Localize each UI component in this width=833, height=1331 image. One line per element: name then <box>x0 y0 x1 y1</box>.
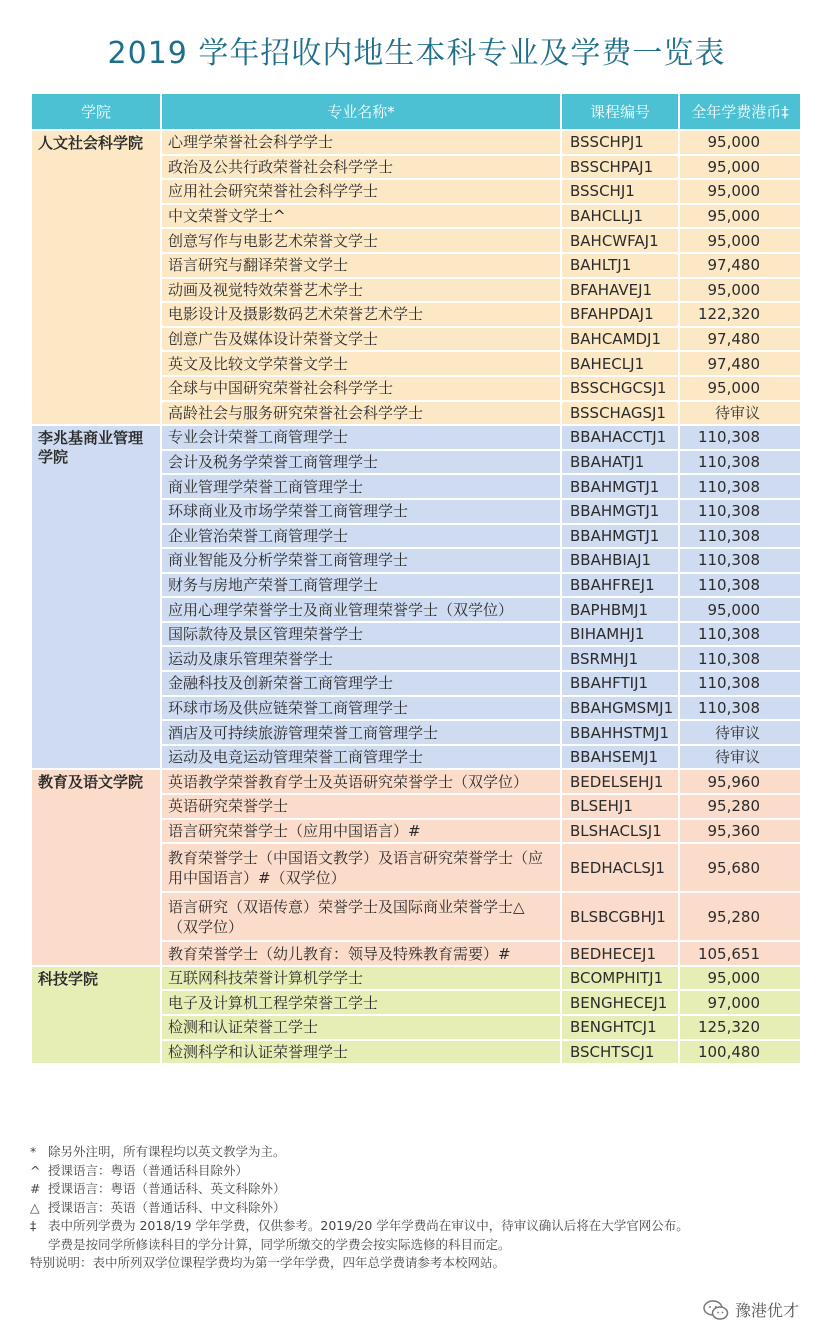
programme-name-cell: 会计及税务学荣誉工商管理学士 <box>161 450 561 475</box>
annual-fee-cell: 95,680 <box>679 843 801 892</box>
annual-fee-cell: 95,000 <box>679 179 801 204</box>
faculty-cell: 李兆基商业管理学院 <box>31 425 161 769</box>
programme-code-cell: BSCHTSCJ1 <box>561 1040 679 1065</box>
programme-code-cell: BBAHSEMJ1 <box>561 745 679 770</box>
programme-code-cell: BBAHACCTJ1 <box>561 425 679 450</box>
programme-code-cell: BBAHATJ1 <box>561 450 679 475</box>
programme-name-cell: 金融科技及创新荣誉工商管理学士 <box>161 671 561 696</box>
annual-fee-cell: 待审议 <box>679 745 801 770</box>
programme-code-cell: BCOMPHITJ1 <box>561 966 679 991</box>
programme-code-cell: BENGHECEJ1 <box>561 990 679 1015</box>
annual-fee-cell: 95,000 <box>679 966 801 991</box>
footnote-line <box>30 1254 820 1273</box>
annual-fee-cell: 110,308 <box>679 696 801 721</box>
table-header-row <box>31 93 801 130</box>
footnote-line <box>30 1162 820 1181</box>
programme-code-cell: BEDHECEJ1 <box>561 941 679 966</box>
footnote-symbol: # <box>30 1181 41 1196</box>
programme-name-cell: 教育荣誉学士（中国语文教学）及语言研究荣誉学士（应用中国语言）#（双学位） <box>161 843 561 892</box>
programme-code-cell: BSSCHJ1 <box>561 179 679 204</box>
footnote-line <box>30 1180 820 1199</box>
programme-name-cell: 商业管理学荣誉工商管理学士 <box>161 474 561 499</box>
programme-name-cell: 应用社会研究荣誉社会科学学士 <box>161 179 561 204</box>
footnote-line <box>30 1199 820 1218</box>
annual-fee-cell: 110,308 <box>679 548 801 573</box>
programme-name-cell: 互联网科技荣誉计算机学学士 <box>161 966 561 991</box>
footnote-symbol: ‡ <box>30 1218 37 1233</box>
footnote-text: 除另外注明，所有课程均以英文教学为主。 <box>48 1144 286 1159</box>
table-row <box>31 769 801 794</box>
programme-fee-table <box>30 92 802 1065</box>
programme-code-cell: BBAHHSTMJ1 <box>561 720 679 745</box>
annual-fee-cell: 97,480 <box>679 327 801 352</box>
footnote-text: 授课语言：英语（普通话科、中文科除外） <box>48 1199 286 1215</box>
annual-fee-cell: 95,280 <box>679 892 801 941</box>
programme-code-cell: BENGHTCJ1 <box>561 1015 679 1040</box>
programme-name-cell: 英语教学荣誉教育学士及英语研究荣誉学士（双学位） <box>161 769 561 794</box>
annual-fee-cell: 122,320 <box>679 302 801 327</box>
programme-code-cell: BAHECLJ1 <box>561 351 679 376</box>
programme-name-cell: 财务与房地产荣誉工商管理学士 <box>161 573 561 598</box>
watermark <box>703 1298 799 1321</box>
annual-fee-cell: 97,480 <box>679 253 801 278</box>
footnote-line <box>30 1236 820 1255</box>
programme-code-cell: BSSCHPAJ1 <box>561 155 679 180</box>
programme-name-cell: 英语研究荣誉学士 <box>161 794 561 819</box>
annual-fee-cell: 110,308 <box>679 499 801 524</box>
footnote-symbol: ^ <box>30 1162 41 1178</box>
annual-fee-cell: 97,000 <box>679 990 801 1015</box>
programme-code-cell: BSSCHGCSJ1 <box>561 376 679 401</box>
programme-name-cell: 语言研究荣誉学士（应用中国语言）# <box>161 819 561 844</box>
programme-code-cell: BLSEHJ1 <box>561 794 679 819</box>
programme-name-cell: 国际款待及景区管理荣誉学士 <box>161 622 561 647</box>
annual-fee-cell: 97,480 <box>679 351 801 376</box>
programme-code-cell: BLSHACLSJ1 <box>561 819 679 844</box>
programme-code-cell: BAHLTJ1 <box>561 253 679 278</box>
annual-fee-cell: 110,308 <box>679 425 801 450</box>
footnote-text: 学费是按同学所修读科目的学分计算，同学所缴交的学费会按实际选修的科目而定。 <box>48 1236 511 1252</box>
annual-fee-cell: 105,651 <box>679 941 801 966</box>
header-annual-fee: 全年学费港币‡ <box>679 93 801 130</box>
annual-fee-cell: 95,000 <box>679 228 801 253</box>
programme-name-cell: 环球市场及供应链荣誉工商管理学士 <box>161 696 561 721</box>
header-faculty: 学院 <box>31 93 161 130</box>
programme-name-cell: 运动及电竞运动管理荣誉工商管理学士 <box>161 745 561 770</box>
annual-fee-cell: 95,000 <box>679 130 801 155</box>
footnote-text: 授课语言：粤语（普通话科、英文科除外） <box>48 1181 286 1196</box>
programme-name-cell: 英文及比较文学荣誉文学士 <box>161 351 561 376</box>
annual-fee-cell: 95,280 <box>679 794 801 819</box>
table-row <box>31 130 801 155</box>
footnote-text: 授课语言：粤语（普通话科目除外） <box>48 1162 249 1178</box>
programme-code-cell: BAPHBMJ1 <box>561 597 679 622</box>
annual-fee-cell: 100,480 <box>679 1040 801 1065</box>
annual-fee-cell: 110,308 <box>679 524 801 549</box>
annual-fee-cell: 待审议 <box>679 401 801 426</box>
annual-fee-cell: 110,308 <box>679 573 801 598</box>
programme-name-cell: 心理学荣誉社会科学学士 <box>161 130 561 155</box>
page-title: 2019 学年招收内地生本科专业及学费一览表 <box>107 36 726 71</box>
programme-code-cell: BAHCAMDJ1 <box>561 327 679 352</box>
annual-fee-cell: 125,320 <box>679 1015 801 1040</box>
programme-name-cell: 电子及计算机工程学荣誉工学士 <box>161 990 561 1015</box>
programme-code-cell: BBAHFREJ1 <box>561 573 679 598</box>
footnote-symbol: △ <box>30 1199 40 1215</box>
programme-name-cell: 检测和认证荣誉工学士 <box>161 1015 561 1040</box>
programme-code-cell: BBAHFTIJ1 <box>561 671 679 696</box>
header-programme-name: 专业名称* <box>161 93 561 130</box>
programme-name-cell: 电影设计及摄影数码艺术荣誉艺术学士 <box>161 302 561 327</box>
programme-code-cell: BSSCHAGSJ1 <box>561 401 679 426</box>
footnotes <box>30 1143 820 1273</box>
header-programme-code: 课程编号 <box>561 93 679 130</box>
programme-code-cell: BFAHPDAJ1 <box>561 302 679 327</box>
annual-fee-cell: 95,000 <box>679 278 801 303</box>
programme-code-cell: BBAHGMSMJ1 <box>561 696 679 721</box>
annual-fee-cell: 95,960 <box>679 769 801 794</box>
wechat-icon <box>703 1299 729 1321</box>
programme-name-cell: 专业会计荣誉工商管理学士 <box>161 425 561 450</box>
annual-fee-cell: 95,360 <box>679 819 801 844</box>
annual-fee-cell: 95,000 <box>679 204 801 229</box>
programme-name-cell: 语言研究与翻译荣誉文学士 <box>161 253 561 278</box>
annual-fee-cell: 110,308 <box>679 450 801 475</box>
annual-fee-cell: 110,308 <box>679 646 801 671</box>
programme-code-cell: BBAHMGTJ1 <box>561 499 679 524</box>
programme-name-cell: 商业智能及分析学荣誉工商管理学士 <box>161 548 561 573</box>
programme-code-cell: BBAHMGTJ1 <box>561 524 679 549</box>
programme-code-cell: BEDHACLSJ1 <box>561 843 679 892</box>
programme-name-cell: 环球商业及市场学荣誉工商管理学士 <box>161 499 561 524</box>
programme-name-cell: 企业管治荣誉工商管理学士 <box>161 524 561 549</box>
footnote-text: 表中所列学费为 2018/19 学年学费，仅供参考。2019/20 学年学费尚在审议中，待审议确认后将在大学官网公布。 <box>48 1218 689 1233</box>
programme-code-cell: BFAHAVEJ1 <box>561 278 679 303</box>
table-row <box>31 425 801 450</box>
annual-fee-cell: 95,000 <box>679 597 801 622</box>
footnote-line <box>30 1217 820 1236</box>
programme-name-cell: 高龄社会与服务研究荣誉社会科学学士 <box>161 401 561 426</box>
programme-code-cell: BBAHBIAJ1 <box>561 548 679 573</box>
programme-code-cell: BEDELSEHJ1 <box>561 769 679 794</box>
annual-fee-cell: 110,308 <box>679 671 801 696</box>
programme-code-cell: BLSBCGBHJ1 <box>561 892 679 941</box>
annual-fee-cell: 待审议 <box>679 720 801 745</box>
programme-name-cell: 政治及公共行政荣誉社会科学学士 <box>161 155 561 180</box>
programme-code-cell: BAHCWFAJ1 <box>561 228 679 253</box>
faculty-cell: 科技学院 <box>31 966 161 1064</box>
footnote-text: 特别说明：表中所列双学位课程学费均为第一学年学费，四年总学费请参考本校网站。 <box>30 1255 506 1270</box>
programme-name-cell: 检测科学和认证荣誉理学士 <box>161 1040 561 1065</box>
faculty-cell: 教育及语文学院 <box>31 769 161 965</box>
programme-name-cell: 全球与中国研究荣誉社会科学学士 <box>161 376 561 401</box>
programme-name-cell: 中文荣誉文学士^ <box>161 204 561 229</box>
programme-name-cell: 应用心理学荣誉学士及商业管理荣誉学士（双学位） <box>161 597 561 622</box>
programme-code-cell: BAHCLLJ1 <box>561 204 679 229</box>
programme-name-cell: 运动及康乐管理荣誉学士 <box>161 646 561 671</box>
faculty-cell: 人文社会科学院 <box>31 130 161 425</box>
table-body <box>31 130 801 1064</box>
table-row <box>31 966 801 991</box>
watermark-text: 豫港优才 <box>734 1301 799 1320</box>
programme-name-cell: 动画及视觉特效荣誉艺术学士 <box>161 278 561 303</box>
programme-name-cell: 语言研究（双语传意）荣誉学士及国际商业荣誉学士△（双学位） <box>161 892 561 941</box>
programme-name-cell: 酒店及可持续旅游管理荣誉工商管理学士 <box>161 720 561 745</box>
footnote-line <box>30 1143 820 1162</box>
programme-name-cell: 创意广告及媒体设计荣誉文学士 <box>161 327 561 352</box>
annual-fee-cell: 110,308 <box>679 474 801 499</box>
annual-fee-cell: 95,000 <box>679 155 801 180</box>
annual-fee-cell: 110,308 <box>679 622 801 647</box>
programme-name-cell: 教育荣誉学士（幼儿教育：领导及特殊教育需要）# <box>161 941 561 966</box>
annual-fee-cell: 95,000 <box>679 376 801 401</box>
programme-code-cell: BIHAMHJ1 <box>561 622 679 647</box>
footnote-symbol: * <box>30 1144 37 1159</box>
programme-code-cell: BSSCHPJ1 <box>561 130 679 155</box>
programme-code-cell: BBAHMGTJ1 <box>561 474 679 499</box>
programme-code-cell: BSRMHJ1 <box>561 646 679 671</box>
programme-name-cell: 创意写作与电影艺术荣誉文学士 <box>161 228 561 253</box>
